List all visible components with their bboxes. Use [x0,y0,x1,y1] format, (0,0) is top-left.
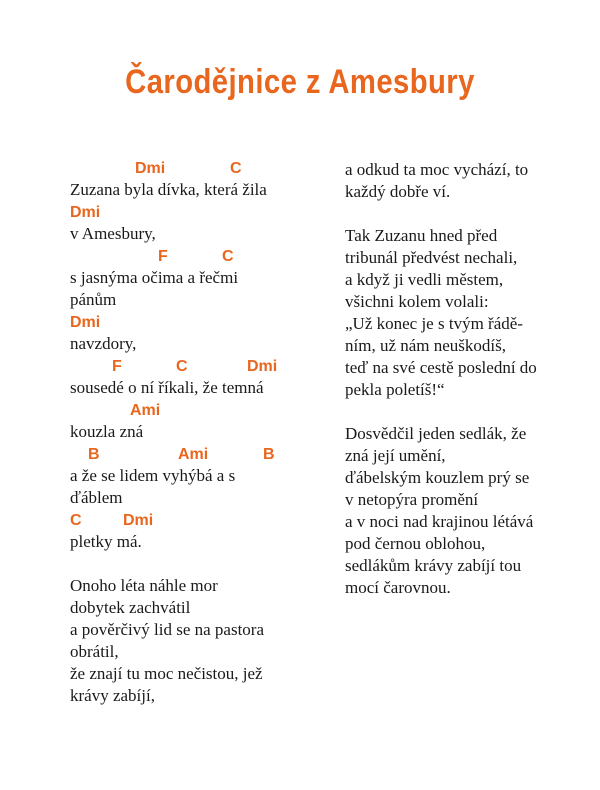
lyric-line: a pověrčivý lid se na pastora [70,620,265,639]
chord: Dmi [70,314,101,331]
chord: Dmi [70,204,101,221]
chord: Ami [130,402,161,419]
lyric-line: a v noci nad krajinou létává [345,512,534,531]
lyric-line: a že se lidem vyhýbá a s [70,466,236,485]
lyric-line: ďábelským kouzlem prý se [345,468,530,487]
lyric-line: pánům [70,290,117,309]
lyric-line: pekla poletíš!“ [345,380,445,399]
lyric-line: že znají tu moc nečistou, jež [70,664,263,683]
chord: F [112,358,122,375]
lyric-line: teď na své cestě poslední do [345,358,537,377]
lyric-line: navzdory, [70,334,137,353]
chord: C [176,358,188,375]
chord-line [70,157,340,179]
lyric-line: dobytek zachvátil [70,598,191,617]
lyric-line: kouzla zná [70,422,144,441]
song-title: Čarodějnice z Amesbury [125,63,475,101]
chord: B [88,446,100,463]
chord: Ami [178,446,209,463]
chord: C [222,248,234,265]
chord-line [70,355,340,377]
lyric-line: Tak Zuzanu hned před [345,226,498,245]
lyric-line: a když ji vedli městem, [345,270,504,289]
lyric-line: „Už konec je s tvým řádě- [345,314,523,333]
chord-line [70,509,340,531]
lyric-line: obrátil, [70,642,119,661]
chord: Dmi [247,358,278,375]
chord: B [263,446,275,463]
lyric-line: každý dobře ví. [345,182,451,201]
lyric-line: mocí čarovnou. [345,578,451,597]
lyric-line: Dosvědčil jeden sedlák, že [345,424,527,443]
left-column [70,157,340,707]
chord-line [70,443,340,465]
chord-line [70,245,340,267]
chord: F [158,248,168,265]
chord-line [70,311,340,333]
lyric-line: zná její umění, [345,446,446,465]
lyric-line: v netopýra promění [345,490,479,509]
lyric-line: a odkud ta moc vychází, to [345,160,529,179]
lyric-line: sousedé o ní říkali, že temná [70,378,264,397]
lyric-line: v Amesbury, [70,224,156,243]
lyric-line: Onoho léta náhle mor [70,576,218,595]
lyric-line: Zuzana byla dívka, která žila [70,180,267,199]
lyric-line: pletky má. [70,532,142,551]
lyric-line: pod černou oblohou, [345,534,486,553]
lyric-line: sedlákům krávy zabíjí tou [345,556,522,575]
right-column [345,159,595,599]
chord: Dmi [135,160,166,177]
chord: C [70,512,82,529]
chord-line [70,201,340,223]
lyric-line: všichni kolem volali: [345,292,489,311]
lyric-line: ním, už nám neuškodíš, [345,336,507,355]
lyric-line: s jasnýma očima a řečmi [70,268,239,287]
chord-line [70,399,340,421]
lyric-line: tribunál předvést nechali, [345,248,518,267]
lyric-line: ďáblem [70,488,123,507]
chord: C [230,160,242,177]
chord: Dmi [123,512,154,529]
lyric-line: krávy zabíjí, [70,686,155,705]
